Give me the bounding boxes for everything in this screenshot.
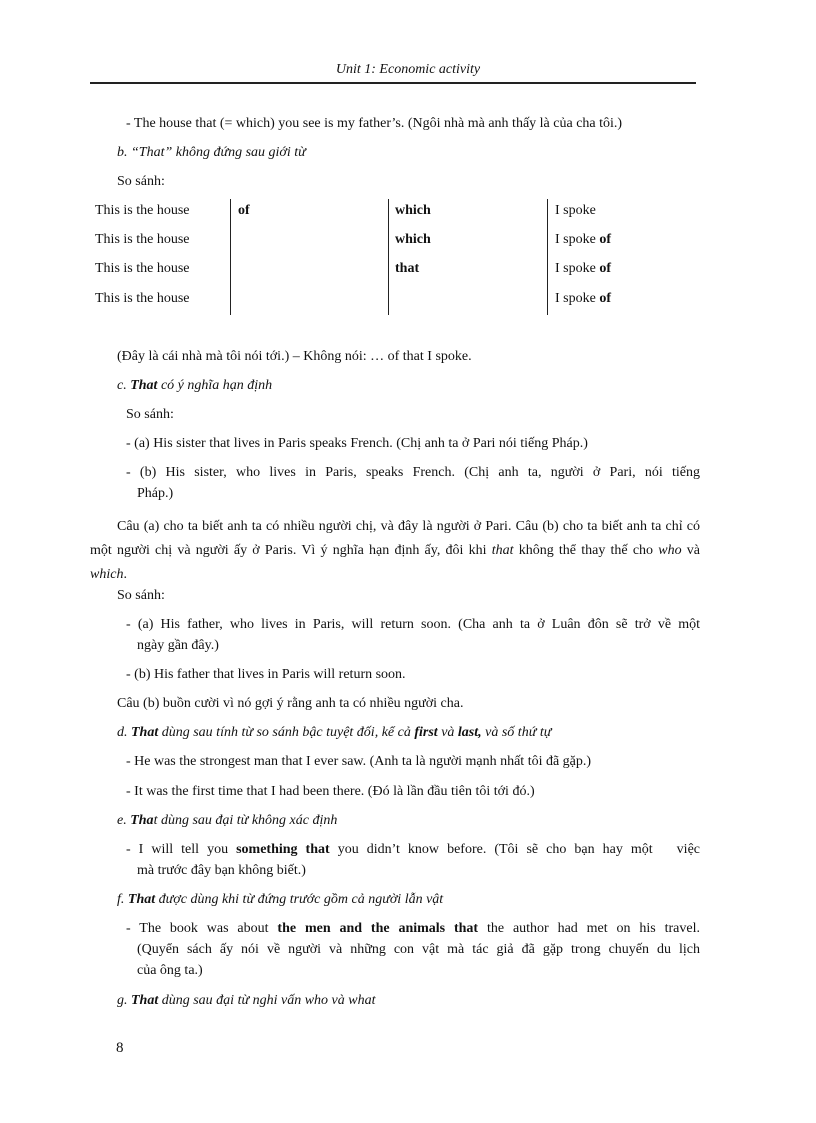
example-line bbox=[126, 921, 700, 937]
table-cell bbox=[555, 291, 611, 307]
compare-label: So sánh: bbox=[126, 407, 174, 422]
example-text: - I will tell you bbox=[126, 842, 237, 857]
heading-text: dùng sau tính từ so sánh bậc tuyệt đối, kể cả bbox=[158, 725, 415, 740]
table-cell: which bbox=[395, 203, 431, 218]
example-text: - The book was about bbox=[126, 921, 278, 936]
heading-text: dùng sau đại từ nghi vấn who và what bbox=[158, 993, 376, 1008]
cell-bold-text: of bbox=[599, 232, 611, 247]
table-cell: which bbox=[395, 232, 431, 247]
paragraph-italic: who bbox=[658, 543, 682, 558]
section-heading-g bbox=[117, 993, 375, 1009]
example-text: you didn’t know before. (Tôi sẽ cho bạn hay một việc bbox=[329, 842, 700, 857]
table-divider bbox=[388, 199, 389, 315]
page-header-title: Unit 1: Economic activity bbox=[335, 62, 481, 77]
heading-keyword: first bbox=[414, 725, 438, 740]
table-cell bbox=[555, 232, 611, 248]
paragraph-italic: which bbox=[90, 567, 124, 582]
heading-keyword: That bbox=[130, 378, 158, 393]
table-cell: This is the house bbox=[95, 291, 190, 306]
paragraph-text: và bbox=[681, 543, 701, 558]
heading-prefix: d. bbox=[117, 725, 131, 740]
page-number: 8 bbox=[116, 1040, 124, 1056]
table-cell bbox=[555, 261, 611, 277]
table-cell: This is the house bbox=[95, 203, 190, 218]
table-cell: This is the house bbox=[95, 232, 190, 247]
example-line: - (a) His sister that lives in Paris speaks French. (Chị anh ta ở Pari nói tiếng Pháp.) bbox=[126, 436, 588, 451]
heading-prefix: e. bbox=[117, 813, 131, 828]
table-cell: of bbox=[238, 203, 250, 218]
heading-text: và bbox=[437, 725, 458, 740]
example-line: - (b) His sister, who lives in Paris, speaks French. (Chị anh ta, người ở Pari, nói tiếng bbox=[126, 465, 700, 480]
section-heading-e bbox=[117, 813, 337, 829]
heading-prefix: g. bbox=[117, 993, 131, 1008]
heading-keyword: That bbox=[131, 993, 159, 1008]
compare-label: So sánh: bbox=[117, 588, 165, 603]
paragraph-text: Câu (a) cho ta biết anh ta có nhiều người chị, và đây là người ở Pari. Câu (b) cho ta biết anh ta chỉ có một người chị và người ấy ở Paris. Vì ý nghĩa hạn định ấy, đôi khi bbox=[90, 519, 700, 558]
paragraph-text: không thể thay thế cho bbox=[513, 543, 659, 558]
example-line-continued: ngày gần đây.) bbox=[137, 638, 219, 653]
example-line bbox=[126, 842, 700, 858]
explanation-paragraph bbox=[90, 515, 700, 587]
section-heading-c bbox=[117, 378, 272, 394]
cell-text: I spoke bbox=[555, 232, 600, 247]
cell-text: I spoke bbox=[555, 261, 600, 276]
header-divider bbox=[90, 82, 696, 84]
section-heading-b: b. “That” không đứng sau giới từ bbox=[117, 145, 306, 160]
heading-keyword: Tha bbox=[130, 813, 154, 828]
table-divider bbox=[230, 199, 231, 315]
heading-text: t dùng sau đại từ không xác định bbox=[153, 813, 338, 828]
table-cell: This is the house bbox=[95, 261, 190, 276]
heading-text: có ý nghĩa hạn định bbox=[157, 378, 273, 393]
compare-label: So sánh: bbox=[117, 174, 165, 189]
example-line: - The house that (= which) you see is my father’s. (Ngôi nhà mà anh thấy là của cha tôi.) bbox=[126, 116, 623, 131]
example-line: - He was the strongest man that I ever saw. (Anh ta là người mạnh nhất tôi đã gặp.) bbox=[126, 754, 592, 769]
cell-text: I spoke bbox=[555, 203, 596, 218]
example-text: the author had met on his travel. bbox=[478, 921, 700, 936]
table-cell bbox=[555, 203, 596, 219]
example-line-continued: (Quyển sách ấy nói về người và những con vật mà tác giả đã gặp trong chuyến du lịch bbox=[137, 942, 700, 957]
table-divider bbox=[547, 199, 548, 315]
cell-bold-text: of bbox=[599, 291, 611, 306]
heading-text: được dùng khi từ đứng trước gồm cả người lẫn vật bbox=[155, 892, 444, 907]
translation-line: (Đây là cái nhà mà tôi nói tới.) – Không nói: … of that I spoke. bbox=[117, 349, 472, 364]
section-heading-f bbox=[117, 892, 443, 908]
heading-prefix: f. bbox=[117, 892, 128, 907]
heading-keyword: That bbox=[131, 725, 159, 740]
example-line-continued: của ông ta.) bbox=[137, 963, 203, 978]
heading-text: và số thứ tự bbox=[481, 725, 552, 740]
example-line: - (a) His father, who lives in Paris, will return soon. (Cha anh ta ở Luân đôn sẽ trở về một bbox=[126, 617, 700, 632]
cell-bold-text: of bbox=[599, 261, 611, 276]
cell-text: I spoke bbox=[555, 291, 600, 306]
table-cell: that bbox=[395, 261, 420, 276]
note-line: Câu (b) buồn cười vì nó gợi ý rằng anh ta có nhiều người cha. bbox=[117, 696, 464, 711]
heading-keyword: last, bbox=[457, 725, 482, 740]
example-line: - It was the first time that I had been there. (Đó là lần đầu tiên tôi tới đó.) bbox=[126, 784, 535, 799]
example-line-continued: mà trước đây bạn không biết.) bbox=[137, 863, 306, 878]
example-bold-text: the men and the animals that bbox=[277, 921, 479, 936]
heading-keyword: That bbox=[127, 892, 156, 907]
section-heading-d bbox=[117, 725, 551, 741]
example-bold-text: something that bbox=[236, 842, 330, 857]
paragraph-italic: that bbox=[491, 543, 514, 558]
example-line: - (b) His father that lives in Paris will return soon. bbox=[126, 667, 406, 682]
paragraph-text: . bbox=[123, 567, 127, 582]
heading-prefix: c. bbox=[117, 378, 131, 393]
example-line-continued: Pháp.) bbox=[137, 486, 174, 501]
